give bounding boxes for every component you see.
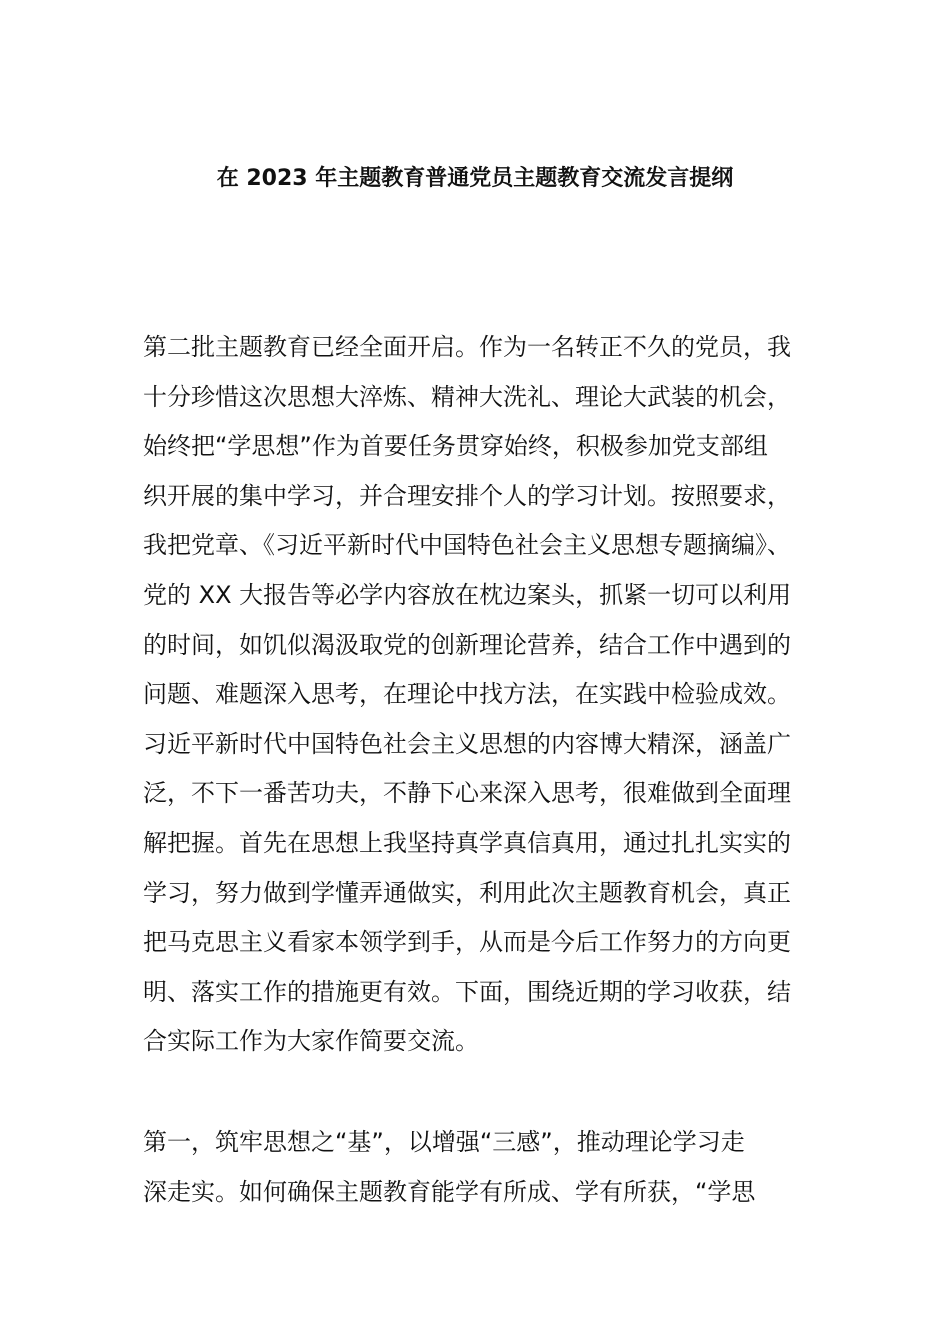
text-line: 党的 XX 大报告等必学内容放在枕边案头，抓紧一切可以利用	[143, 580, 792, 609]
text-line: 泛，不下一番苦功夫，不静下心来深入思考，很难做到全面理	[143, 779, 791, 808]
paragraph-intro	[143, 323, 823, 1067]
text-line: 第一，筑牢思想之“基”，以增强“三感”，推动理论学习走	[143, 1128, 745, 1156]
text-line: 的时间，如饥似渴汲取党的创新理论营养，结合工作中遇到的	[143, 630, 791, 659]
text-line: 始终把“学思想”作为首要任务贯穿始终，积极参加党支部组	[143, 432, 768, 461]
text-line: 我把党章、《习近平新时代中国特色社会主义思想专题摘编》、	[143, 531, 791, 560]
text-line: 明、落实工作的措施更有效。下面，围绕近期的学习收获，结	[143, 977, 791, 1006]
text-line: 第二批主题教育已经全面开启。作为一名转正不久的党员，我	[143, 333, 791, 361]
text-line: 深走实。如何确保主题教育能学有所成、学有所获，“学思	[143, 1177, 756, 1206]
document-title: 在 2023 年主题教育普通党员主题教育交流发言提纲	[216, 166, 734, 191]
text-line: 十分珍惜这次思想大淬炼、精神大洗礼、理论大武装的机会，	[143, 382, 791, 411]
text-line: 习近平新时代中国特色社会主义思想的内容博大精深，涵盖广	[143, 729, 791, 758]
text-line: 解把握。首先在思想上我坚持真学真信真用，通过扎扎实实的	[143, 828, 791, 857]
paragraph-first-point	[143, 1118, 823, 1217]
text-line: 织开展的集中学习，并合理安排个人的学习计划。按照要求，	[143, 481, 791, 510]
text-line: 把马克思主义看家本领学到手，从而是今后工作努力的方向更	[143, 928, 791, 957]
text-line: 问题、难题深入思考，在理论中找方法，在实践中检验成效。	[143, 680, 791, 709]
text-line: 学习，努力做到学懂弄通做实，利用此次主题教育机会，真正	[143, 878, 791, 907]
text-line: 合实际工作为大家作简要交流。	[143, 1027, 479, 1056]
